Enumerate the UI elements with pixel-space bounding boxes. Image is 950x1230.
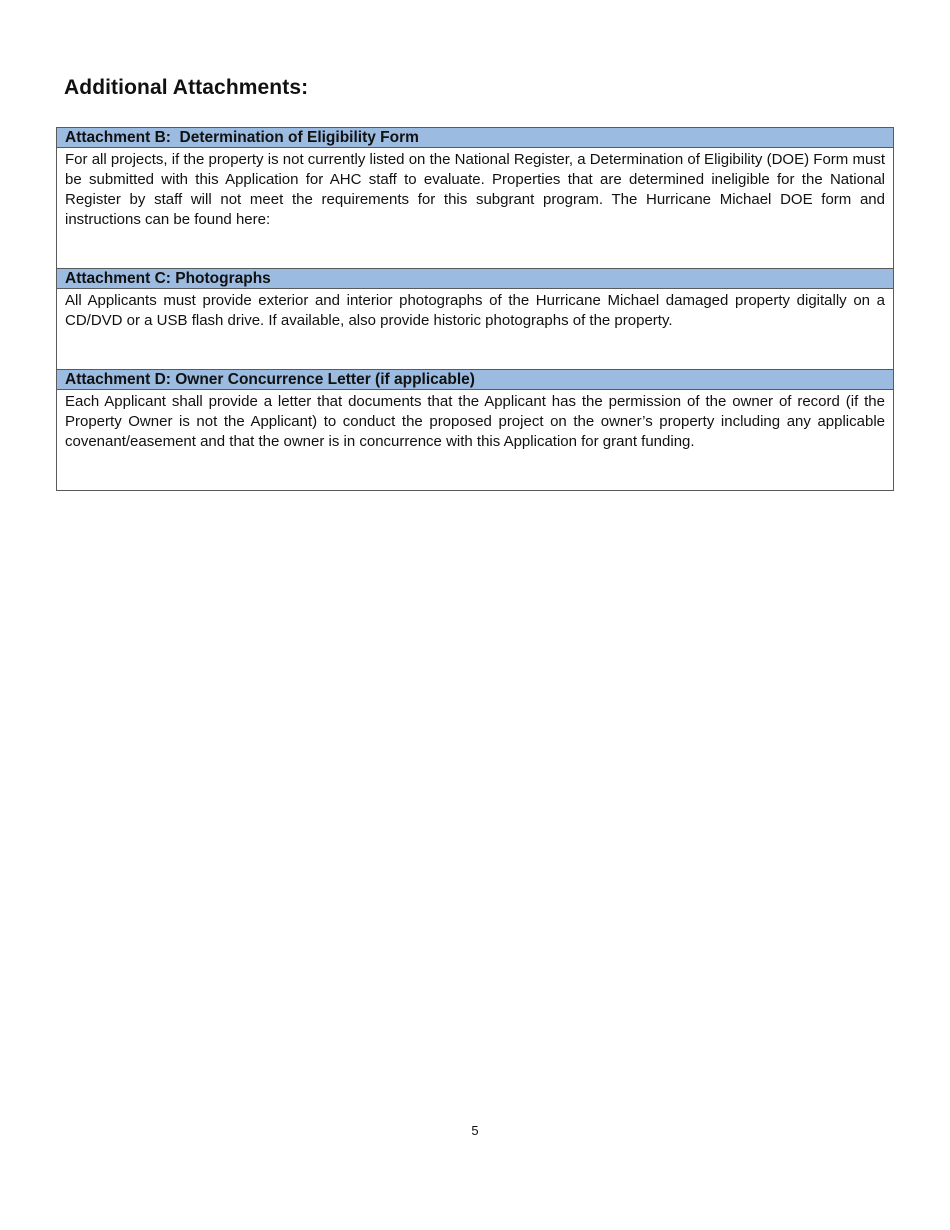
attachment-d-body: Each Applicant shall provide a letter that documents that the Applicant has the permission of the owner of record (if the Property Owner is not the Applicant) to conduct the proposed project on the owner’s property including any applicable covenant/easement and that the owner is in concurrence with this Application for grant funding. xyxy=(65,393,885,450)
attachments-table xyxy=(56,127,894,491)
page-number: 5 xyxy=(471,1123,479,1138)
attachment-c-header: Attachment C: Photographs xyxy=(57,269,893,289)
attachment-c-body: All Applicants must provide exterior and interior photographs of the Hurricane Michael damaged property digitally on a CD/DVD or a USB flash drive. If available, also provide historic photographs of the property. xyxy=(57,289,893,370)
attachment-b-body: For all projects, if the property is not currently listed on the National Register, a Determination of Eligibility (DOE) Form must be submitted with this Application for AHC staff to evaluate. Properties that are determined ineligible for the National Register by staff will not meet the requirements for this subgrant program. The Hurricane Michael DOE form and instructions can be found here: xyxy=(57,148,893,269)
attachment-d-header: Attachment D: Owner Concurrence Letter (if applicable) xyxy=(57,370,893,390)
page-heading: Additional Attachments: xyxy=(64,76,309,99)
attachment-b-header: Attachment B: Determination of Eligibility Form xyxy=(57,128,893,148)
